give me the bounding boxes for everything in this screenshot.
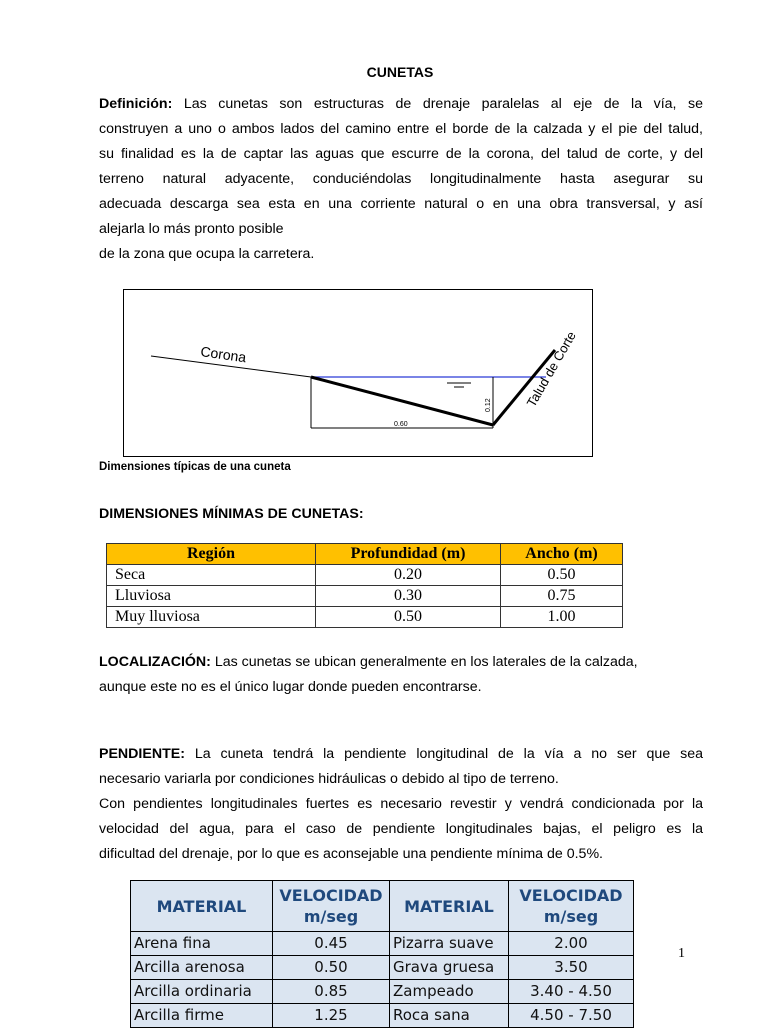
localizacion-line: LOCALIZACIÓN: Las cunetas se ubican generalmente en los laterales de la calzada, (99, 654, 638, 670)
column-header: Ancho (m) (501, 544, 623, 565)
depth-cell: 0.20 (316, 565, 501, 586)
material-cell: Arcilla ordinaria (131, 980, 273, 1004)
region-cell: Lluviosa (107, 586, 316, 607)
depth-cell: 0.50 (316, 607, 501, 628)
table-row (107, 586, 623, 607)
definition-label: Definición: (99, 96, 173, 112)
velocity-table (130, 880, 634, 1028)
cuneta-bottom-line (311, 377, 493, 425)
definition-line: terreno natural adyacente, conduciéndolas longitudinalmente hasta asegurar su (99, 171, 703, 187)
diagram-caption: Dimensiones típicas de una cuneta (99, 461, 291, 473)
material-cell: Arena fina (131, 932, 273, 956)
page-number: 1 (678, 946, 685, 961)
velocity-cell: 0.85 (273, 980, 390, 1004)
region-cell: Muy lluviosa (107, 607, 316, 628)
velocity-cell: 0.50 (273, 956, 390, 980)
table-row (107, 565, 623, 586)
corona-label: Corona (199, 343, 248, 366)
min-dims-table (106, 543, 623, 628)
pendiente-label: PENDIENTE: (99, 746, 185, 762)
pendiente-line: velocidad del agua, para el caso de pendiente longitudinales bajas, el peligro es la (99, 821, 703, 837)
definition-line: construyen a uno o ambos lados del camino entre el borde de la calzada y el pie del talud, (99, 121, 703, 137)
table-row (107, 607, 623, 628)
definition-paragraph (99, 92, 703, 267)
material-cell: Roca sana (390, 1004, 509, 1028)
velocity-cell: 3.50 (509, 956, 634, 980)
table-header-row (131, 881, 634, 932)
pendiente-paragraph (99, 742, 703, 867)
pendiente-line: necesario variarla por condiciones hidráulicas o debido al tipo de terreno. (99, 771, 559, 787)
pendiente-line: PENDIENTE: La cuneta tendrá la pendiente longitudinal de la vía a no ser que sea (99, 746, 703, 762)
cuneta-diagram (123, 289, 593, 457)
width-cell: 0.50 (501, 565, 623, 586)
column-header: Profundidad (m) (316, 544, 501, 565)
material-cell: Pizarra suave (390, 932, 509, 956)
localizacion-label: LOCALIZACIÓN: (99, 654, 211, 670)
width-label: 0.60 (394, 421, 408, 428)
material-cell: Zampeado (390, 980, 509, 1004)
table-row (131, 980, 634, 1004)
table-row (131, 956, 634, 980)
min-dims-heading: DIMENSIONES MÍNIMAS DE CUNETAS: (99, 506, 364, 522)
velocity-cell: 0.45 (273, 932, 390, 956)
material-cell: Arcilla arenosa (131, 956, 273, 980)
definition-line: su finalidad es la de captar las aguas que escurre de la corona, del talud de corte, y del (99, 146, 703, 162)
column-header: VELOCIDAD m/seg (273, 881, 390, 932)
page-title: CUNETAS (366, 64, 434, 80)
talud-label: Talud de Corte (523, 328, 579, 410)
definition-line: adecuada descarga sea esta en una corriente natural o en una obra transversal, y así (99, 196, 703, 212)
velocity-cell: 4.50 - 7.50 (509, 1004, 634, 1028)
depth-label: 0.12 (485, 398, 492, 412)
localizacion-line: aunque este no es el único lugar donde pueden encontrarse. (99, 679, 482, 695)
velocity-cell: 3.40 - 4.50 (509, 980, 634, 1004)
definition-line: Definición: Las cunetas son estructuras de drenaje paralelas al eje de la vía, se (99, 96, 703, 112)
cuneta-section-drawing (124, 290, 592, 456)
depth-cell: 0.30 (316, 586, 501, 607)
width-cell: 0.75 (501, 586, 623, 607)
table-header-row (107, 544, 623, 565)
table-row (131, 932, 634, 956)
column-header: Región (107, 544, 316, 565)
pendiente-line: dificultad del drenaje, por lo que es aconsejable una pendiente mínima de 0.5%. (99, 846, 603, 862)
column-header: MATERIAL (131, 881, 273, 932)
column-header: VELOCIDAD m/seg (509, 881, 634, 932)
column-header: MATERIAL (390, 881, 509, 932)
width-cell: 1.00 (501, 607, 623, 628)
localizacion-paragraph (99, 650, 703, 700)
velocity-cell: 1.25 (273, 1004, 390, 1028)
velocity-cell: 2.00 (509, 932, 634, 956)
material-cell: Arcilla firme (131, 1004, 273, 1028)
definition-line: alejarla lo más pronto posible (99, 221, 284, 237)
definition-line: de la zona que ocupa la carretera. (99, 246, 315, 262)
region-cell: Seca (107, 565, 316, 586)
material-cell: Grava gruesa (390, 956, 509, 980)
pendiente-line: Con pendientes longitudinales fuertes es necesario revestir y vendrá condicionada por la (99, 796, 703, 812)
